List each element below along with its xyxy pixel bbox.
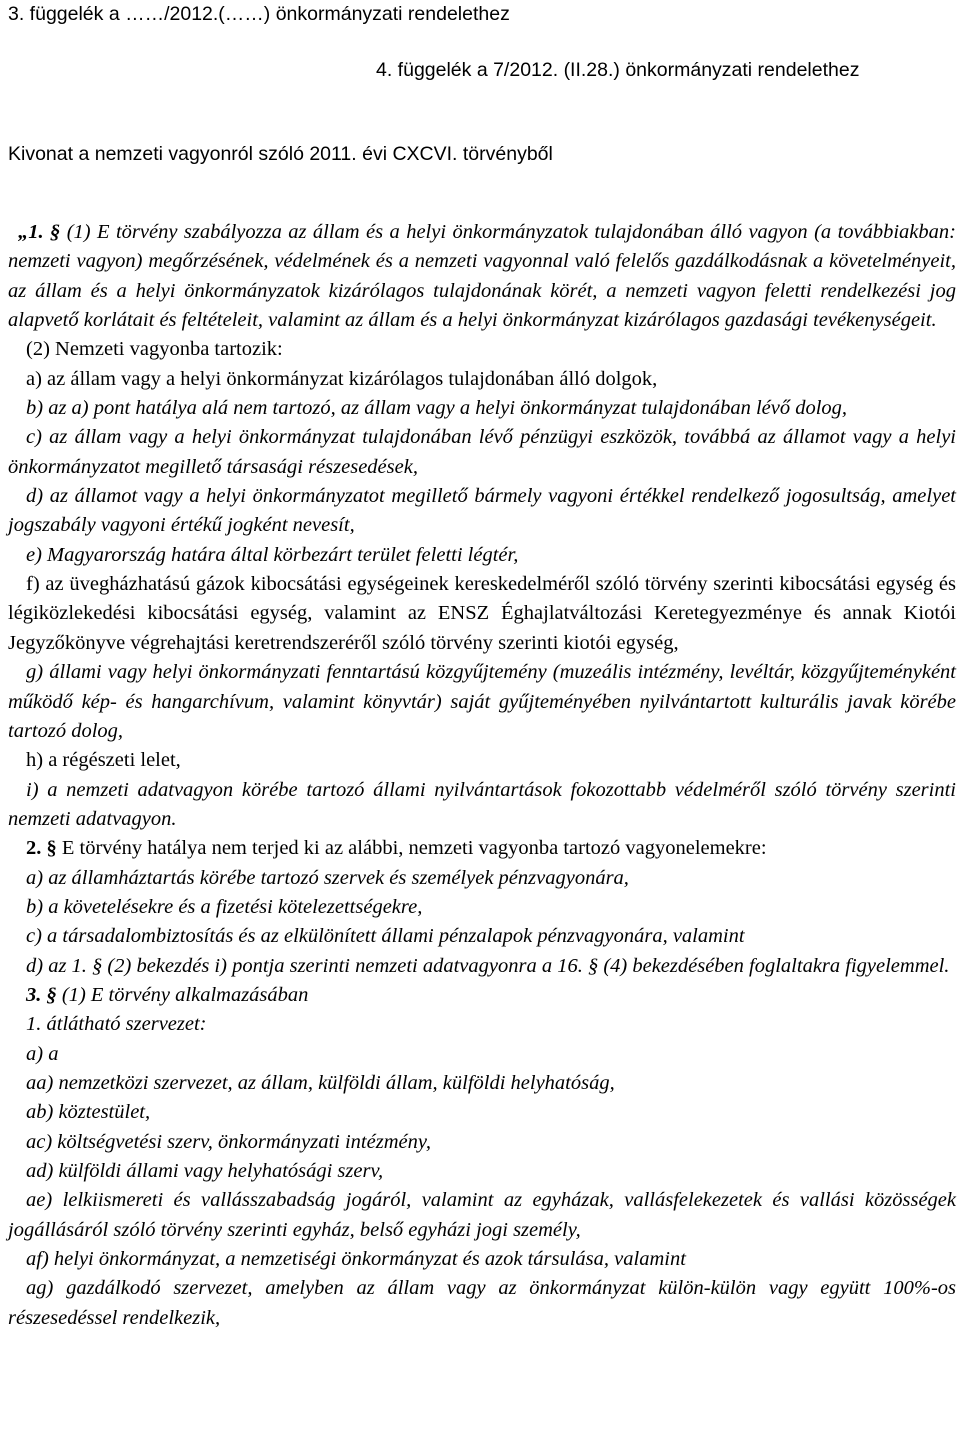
section-3-text: (1) E törvény alkalmazásában bbox=[61, 983, 309, 1006]
section-3-item-a: a) a bbox=[26, 1042, 59, 1065]
section-2-item-d: d) az 1. § (2) bekezdés i) pontja szerinti nemzeti adatvagyonra a 16. § (4) bekezdésében foglaltakra figyelemmel. bbox=[26, 954, 950, 977]
section-1-paragraph-1 bbox=[8, 218, 956, 335]
document-body bbox=[8, 218, 956, 1333]
section-1-item-e: e) Magyarország határa által körbezárt terület feletti légtér, bbox=[26, 543, 519, 566]
section-sign: § bbox=[46, 837, 57, 860]
section-1-item-i: i) a nemzeti adatvagyon körébe tartozó állami nyilvántartások fokozottabb védelméről szóló törvény szerinti nemzeti adatvagyon. bbox=[8, 778, 956, 830]
section-2-number: 2. bbox=[26, 837, 42, 860]
section-3-item-ae: ae) lelkiismereti és vallásszabadság jogáról, valamint az egyházak, vallásfelekezetek és vallási közösségek jogállásáról szóló törvény szerinti egyház, belső egyházi jogi személy, bbox=[8, 1189, 956, 1241]
section-1-item-a: a) az állam vagy a helyi önkormányzat kizárólagos tulajdonában álló dolgok, bbox=[26, 367, 658, 390]
section-1-text: (1) E törvény szabályozza az állam és a helyi önkormányzatok tulajdonában álló vagyon (a továbbiakban: nemzeti vagyon) megőrzésének, védelmének és a nemzeti vagyonnal való felelős gazdálkodásnak a követelményeit, az állam és a helyi önkormányzatok kizárólagos tulajdonának körét, a nemzeti vagyon feletti rendelkezési jog alapvető korlátait és feltételeit, valamint az állam és a helyi önkormányzat kizárólagos gazdasági tevékenységeit. bbox=[8, 221, 956, 332]
section-1-item-d: d) az államot vagy a helyi önkormányzatot megillető bármely vagyoni értékkel rendelkező jogosultság, amelyet jogszabály vagyoni értékű jogként nevesít, bbox=[8, 485, 956, 537]
section-3-item-ag: ag) gazdálkodó szervezet, amelyben az állam vagy az önkormányzat külön-külön vagy együtt 100%-os részesedéssel rendelkezik, bbox=[8, 1277, 956, 1329]
section-2-intro bbox=[8, 834, 956, 863]
section-2-item-b: b) a követelésekre és a fizetési kötelezettségekre, bbox=[26, 895, 423, 918]
section-3-point-1: 1. átlátható szervezet: bbox=[26, 1013, 207, 1036]
section-1-item-f: f) az üvegházhatású gázok kibocsátási egységeinek kereskedelméről szóló törvény szerinti kibocsátási egység és légiközlekedési kibocsátási egység, valamint az ENSZ Éghajlatváltozási Keretegyezménye és annak Kiotói Jegyzőkönyve végrehajtási keretrendszeréről szóló törvény szerinti kiotói egység, bbox=[8, 573, 956, 654]
header-line-1: 3. függelék a ……/2012.(……) önkormányzati rendelethez bbox=[8, 3, 510, 25]
section-1-item-c: c) az állam vagy a helyi önkormányzat tulajdonában lévő pénzügyi eszközök, továbbá az államot vagy a helyi önkormányzatot megillető társasági részesedések, bbox=[8, 426, 956, 478]
section-2-item-c: c) a társadalombiztosítás és az elkülönített állami pénzalapok pénzvagyonára, valamint bbox=[26, 925, 745, 948]
section-3-intro bbox=[8, 981, 956, 1010]
header-line-2: 4. függelék a 7/2012. (II.28.) önkormányzati rendelethez bbox=[376, 59, 860, 81]
section-3-number: 3. bbox=[26, 983, 42, 1006]
section-1-item-b: b) az a) pont hatálya alá nem tartozó, az állam vagy a helyi önkormányzat tulajdonában lévő dolog, bbox=[26, 397, 848, 420]
section-1-number: „1. bbox=[18, 221, 44, 243]
section-3-item-ac: ac) költségvetési szerv, önkormányzati intézmény, bbox=[26, 1130, 431, 1153]
section-2-text: E törvény hatálya nem terjed ki az alábbi, nemzeti vagyonba tartozó vagyonelemekre: bbox=[61, 837, 767, 860]
section-1-item-h: h) a régészeti lelet, bbox=[26, 749, 181, 772]
document-title: Kivonat a nemzeti vagyonról szóló 2011. évi CXCVI. törvényből bbox=[8, 143, 553, 165]
section-3-item-ad: ad) külföldi állami vagy helyhatósági szerv, bbox=[26, 1160, 384, 1182]
section-1-paragraph-2: (2) Nemzeti vagyonba tartozik: bbox=[26, 338, 283, 361]
section-sign: § bbox=[46, 983, 57, 1006]
section-sign: § bbox=[50, 221, 61, 243]
section-3-item-af: af) helyi önkormányzat, a nemzetiségi önkormányzat és azok társulása, valamint bbox=[26, 1248, 686, 1271]
section-3-item-ab: ab) köztestület, bbox=[26, 1101, 151, 1124]
section-2-item-a: a) az államháztartás körébe tartozó szervek és személyek pénzvagyonára, bbox=[26, 866, 629, 889]
section-3-item-aa: aa) nemzetközi szervezet, az állam, külföldi állam, külföldi helyhatóság, bbox=[26, 1071, 615, 1094]
section-1-item-g: g) állami vagy helyi önkormányzati fenntartású közgyűjtemény (muzeális intézmény, levéltár, közgyűjteményként működő kép- és hangarchívum, valamint könyvtár) saját gyűjteményében nyilvántartott kulturális javak körébe tartozó dolog, bbox=[8, 661, 956, 742]
